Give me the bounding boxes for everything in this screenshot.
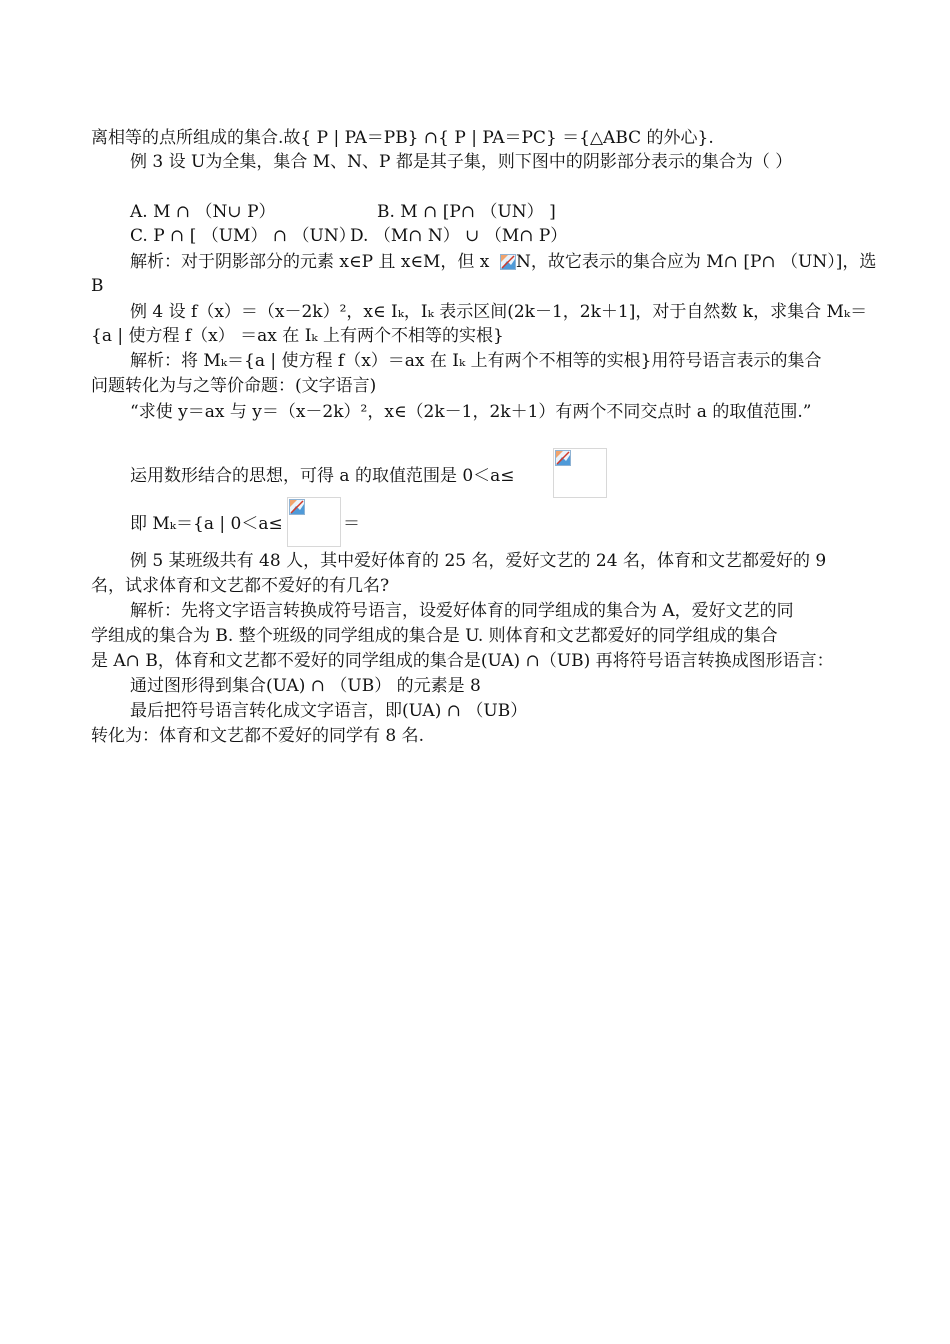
analysis-5-conclusion: 转化为：体育和文艺都不爱好的同学有 8 名. [91, 726, 425, 746]
option-c: C. P ∩ [ （UM） ∩ （UN） [130, 226, 356, 246]
analysis-4-quote: “求使 y＝ax 与 y＝（x－2k）²，x∈（2k－1，2k＋1）有两个不同交点时 a 的取值范围.” [130, 402, 812, 422]
analysis-3-part-2: N，故它表示的集合应为 M∩ [P∩ （UN）]，选 [516, 252, 877, 272]
analysis-5-line-2: 学组成的集合为 B. 整个班级的同学组成的集合是 U. 则体育和文艺都爱好的同学组成的集合 [91, 626, 778, 646]
formula-image-1 [553, 448, 607, 498]
example-4-set: {a | 使方程 f（x） ＝ax 在 Iₖ 上有两个不相等的实根} [91, 326, 504, 346]
broken-image-icon [500, 254, 516, 270]
text-line-1: 离相等的点所组成的集合.故{ P | PA＝PB} ∩{ P | PA＝PC} ＝{△ABC 的外心}. [91, 128, 714, 148]
example-3-heading: 例 3 设 U为全集，集合 M、N、P 都是其子集，则下图中的阴影部分表示的集合为（ ） [130, 152, 793, 172]
analysis-3-answer: B [91, 276, 104, 296]
analysis-4-range: 运用数形结合的思想，可得 a 的取值范围是 0＜a≤ [130, 466, 515, 486]
formula-image-2 [287, 497, 341, 547]
analysis-5-line-4: 通过图形得到集合(UA) ∩ （UB） 的元素是 8 [130, 676, 481, 696]
analysis-5-line-5: 最后把符号语言转化成文字语言，即(UA) ∩ （UB） [130, 701, 528, 721]
option-d: D. （M∩ N） ∪ （M∩ P） [350, 226, 568, 246]
option-b: B. M ∩ [P∩ （UN） ] [377, 202, 556, 222]
example-5-heading: 例 5 某班级共有 48 人，其中爱好体育的 25 名，爱好文艺的 24 名，体育和文艺都爱好的 9 [130, 551, 827, 571]
analysis-4-equals: ＝ [343, 514, 360, 534]
analysis-3-part-1: 解析：对于阴影部分的元素 x∈P 且 x∈M，但 x [130, 252, 490, 272]
analysis-4-set: 即 Mₖ＝{a | 0＜a≤ [130, 514, 283, 534]
option-a: A. M ∩ （N∪ P） [130, 202, 276, 222]
analysis-4-line-2: 问题转化为与之等价命题：(文字语言) [91, 376, 377, 396]
example-5-line-2: 名，试求体育和文艺都不爱好的有几名? [91, 576, 390, 596]
broken-image-icon [555, 450, 571, 466]
analysis-5-line-1: 解析：先将文字语言转换成符号语言，设爱好体育的同学组成的集合为 A，爱好文艺的同 [130, 601, 794, 621]
analysis-5-line-3: 是 A∩ B，体育和文艺都不爱好的同学组成的集合是(UA) ∩（UB) 再将符号语言转换成图形语言： [91, 651, 834, 671]
example-4-heading: 例 4 设 f（x）＝（x－2k）²，x∈ Iₖ，Iₖ 表示区间(2k－1，2k＋1]，对于自然数 k，求集合 Mₖ＝ [130, 302, 868, 322]
broken-image-icon [289, 499, 305, 515]
analysis-4-line-1: 解析：将 Mₖ＝{a | 使方程 f（x）＝ax 在 Iₖ 上有两个不相等的实根}用符号语言表示的集合 [130, 351, 822, 371]
